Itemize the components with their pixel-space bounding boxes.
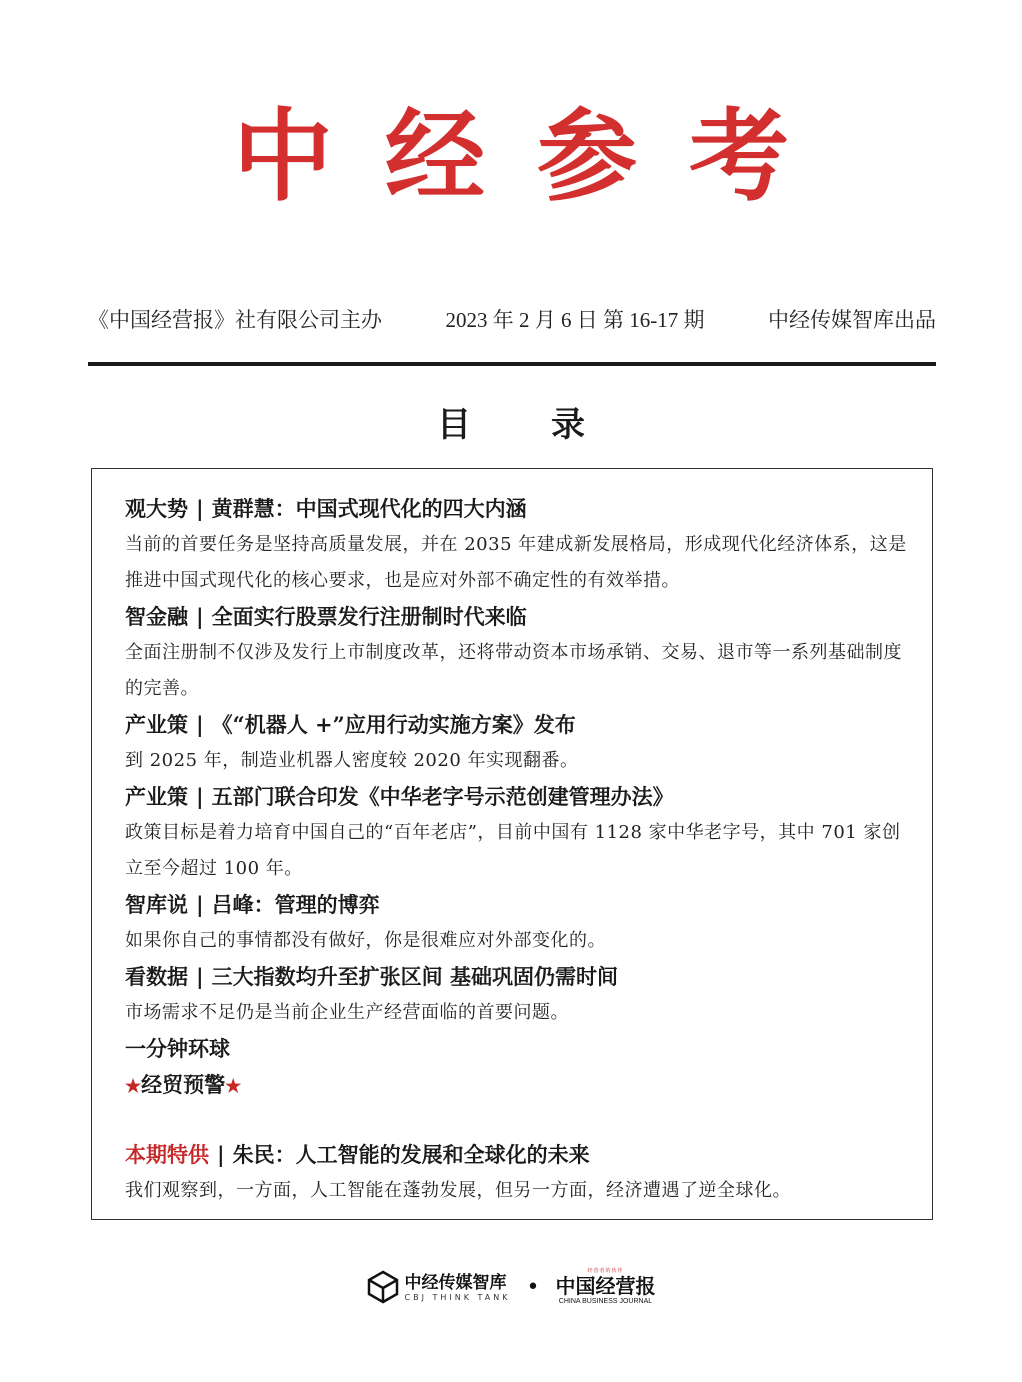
- cube-icon: [367, 1270, 399, 1304]
- toc-one-minute-global[interactable]: 一分钟环球: [125, 1036, 230, 1061]
- entry-title: 五部门联合印发《中华老字号示范创建管理办法》: [211, 784, 674, 809]
- entry-column: 观大势: [125, 496, 188, 521]
- toc-heading: 目录: [437, 405, 665, 445]
- entry-desc: 当前的首要任务是坚持高质量发展，并在 2035 年建成新发展格局，形成现代化经济体系，这是推进中国式现代化的核心要求，也是应对外部不确定性的有效举措。: [125, 534, 907, 591]
- entry-title: 朱民：人工智能的发展和全球化的未来: [232, 1142, 590, 1167]
- header-rule: [88, 362, 936, 366]
- date-issue-text: 2023 年 2 月 6 日 第 16-17 期: [445, 308, 705, 332]
- toc-entry-4[interactable]: [125, 779, 915, 887]
- toc-list: [125, 491, 915, 1209]
- toc-entry-6[interactable]: [125, 959, 915, 1031]
- toc-entry-3[interactable]: [125, 707, 915, 779]
- cbj-name: 中经传媒智库: [404, 1272, 507, 1293]
- masthead-title: 中经参考: [233, 97, 841, 215]
- toc-box: [91, 468, 933, 1220]
- entry-column-special: 本期特供: [125, 1142, 209, 1167]
- star-icon: ★: [225, 1076, 242, 1097]
- entry-column: 智库说: [125, 892, 188, 917]
- producer-text: 中经传媒智库出品: [768, 308, 936, 332]
- star-icon: ★: [125, 1076, 142, 1097]
- toc-trade-alert[interactable]: [125, 1067, 915, 1103]
- entry-column: 看数据: [125, 964, 188, 989]
- entry-desc: 全面注册制不仅涉及发行上市制度改革，还将带动资本市场承销、交易、退市等一系列基础制度的完善。: [125, 642, 902, 699]
- entry-column: 产业策: [125, 784, 188, 809]
- toc-entry-1[interactable]: [125, 491, 915, 599]
- entry-title: 黄群慧：中国式现代化的四大内涵: [211, 496, 527, 521]
- entry-title: 吕峰：管理的博弈: [211, 892, 380, 917]
- toc-entry-special[interactable]: [125, 1137, 915, 1209]
- entry-title: 全面实行股票发行注册制时代来临: [211, 604, 527, 629]
- spacer: [125, 1103, 915, 1137]
- toc-entry-2[interactable]: [125, 599, 915, 707]
- issue-info-line: [88, 302, 936, 336]
- publisher-text: 《中国经营报》社有限公司主办: [88, 308, 382, 332]
- entry-column: 智金融: [125, 604, 188, 629]
- entry-desc: 我们观察到，一方面，人工智能在蓬勃发展，但另一方面，经济遭遇了逆全球化。: [125, 1180, 791, 1201]
- cbj-en: CBJ THINK TANK: [404, 1292, 511, 1302]
- entry-desc: 政策目标是着力培育中国自己的“百年老店”，目前中国有 1128 家中华老字号，其中 701 家创立至今超过 100 年。: [125, 822, 901, 879]
- entry-desc: 到 2025 年，制造业机器人密度较 2020 年实现翻番。: [125, 750, 579, 771]
- entry-column: 产业策: [125, 712, 188, 737]
- paper-name: 中国经营报: [555, 1274, 656, 1298]
- entry-separator: |: [196, 496, 204, 521]
- toc-entry-5[interactable]: [125, 887, 915, 959]
- entry-separator: |: [196, 604, 204, 629]
- entry-title: 三大指数均升至扩张区间 基础巩固仍需时间: [211, 964, 618, 989]
- entry-desc: 如果你自己的事情都没有做好，你是很难应对外部变化的。: [125, 930, 606, 951]
- entry-separator: |: [196, 964, 204, 989]
- entry-separator: |: [196, 892, 204, 917]
- entry-separator: |: [217, 1142, 225, 1167]
- entry-title: 《“机器人 +”应用行动实施方案》发布: [211, 712, 576, 737]
- trade-alert-label: 经贸预警: [141, 1072, 226, 1097]
- entry-separator: |: [196, 784, 204, 809]
- footer-logos: [0, 1262, 1022, 1312]
- entry-separator: |: [196, 712, 204, 737]
- china-business-journal-logo: [555, 1268, 655, 1306]
- footer-dot: •: [526, 1274, 540, 1300]
- cbj-think-tank-logo: [367, 1270, 511, 1304]
- entry-desc: 市场需求不足仍是当前企业生产经营面临的首要问题。: [125, 1002, 569, 1023]
- paper-en: CHINA BUSINESS JOURNAL: [558, 1298, 653, 1305]
- paper-tag: 经营者的伙伴: [587, 1268, 624, 1274]
